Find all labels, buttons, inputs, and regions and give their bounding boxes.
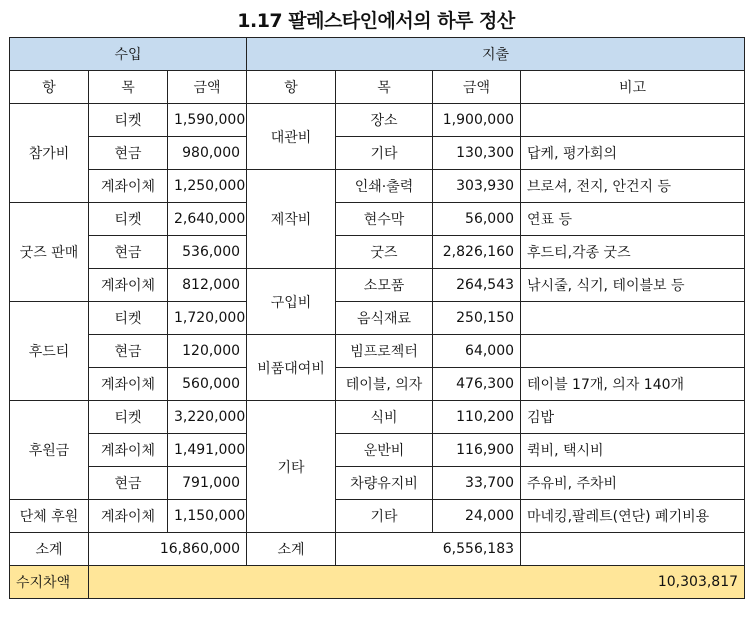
table-row [10, 500, 745, 533]
table-row [10, 269, 745, 302]
income-sub: 계좌이체 [89, 368, 168, 401]
income-amount: 120,000 [168, 335, 247, 368]
expense-sub: 음식재료 [336, 302, 433, 335]
expense-note: 김밥 [521, 401, 745, 434]
balance-row [10, 566, 745, 599]
income-amount: 2,640,000 [168, 203, 247, 236]
settlement-table [9, 37, 745, 599]
table-row [10, 335, 745, 368]
expense-sub: 식비 [336, 401, 433, 434]
expense-sub: 차량유지비 [336, 467, 433, 500]
income-amount: 1,590,000 [168, 104, 247, 137]
expense-note: 퀵비, 택시비 [521, 434, 745, 467]
expense-sub: 인쇄·출력 [336, 170, 433, 203]
table-row [10, 467, 745, 500]
col-amount-expense: 금액 [433, 71, 521, 104]
subtotal-note [521, 533, 745, 566]
col-note: 비고 [521, 71, 745, 104]
col-sub-income: 목 [89, 71, 168, 104]
expense-amount: 303,930 [433, 170, 521, 203]
expense-note: 연표 등 [521, 203, 745, 236]
subtotal-row [10, 533, 745, 566]
expense-group: 대관비 [247, 104, 336, 170]
expense-sub: 운반비 [336, 434, 433, 467]
income-amount: 812,000 [168, 269, 247, 302]
income-group: 후원금 [10, 401, 89, 500]
table-row [10, 302, 745, 335]
expense-group: 구입비 [247, 269, 336, 335]
expense-sub: 현수막 [336, 203, 433, 236]
table-row [10, 434, 745, 467]
income-sub: 계좌이체 [89, 269, 168, 302]
expense-subtotal: 6,556,183 [336, 533, 521, 566]
expense-amount: 64,000 [433, 335, 521, 368]
balance-label: 수지차액 [10, 566, 89, 599]
expense-note [521, 302, 745, 335]
expense-header: 지출 [247, 38, 745, 71]
income-group: 굿즈 판매 [10, 203, 89, 302]
expense-note: 후드티,각종 굿즈 [521, 236, 745, 269]
expense-amount: 130,300 [433, 137, 521, 170]
expense-amount: 476,300 [433, 368, 521, 401]
expense-sub: 기타 [336, 500, 433, 533]
expense-sub: 장소 [336, 104, 433, 137]
expense-note: 브로셔, 전지, 안건지 등 [521, 170, 745, 203]
expense-amount: 2,826,160 [433, 236, 521, 269]
expense-note: 낚시줄, 식기, 테이블보 등 [521, 269, 745, 302]
col-item-expense: 항 [247, 71, 336, 104]
expense-note: 마네킹,팔레트(연단) 폐기비용 [521, 500, 745, 533]
expense-group: 비품대여비 [247, 335, 336, 401]
income-sub: 티켓 [89, 203, 168, 236]
expense-sub: 테이블, 의자 [336, 368, 433, 401]
income-amount: 980,000 [168, 137, 247, 170]
col-sub-expense: 목 [336, 71, 433, 104]
expense-sub: 소모품 [336, 269, 433, 302]
balance-value: 10,303,817 [89, 566, 745, 599]
income-header: 수입 [10, 38, 247, 71]
expense-sub: 굿즈 [336, 236, 433, 269]
income-amount: 1,250,000 [168, 170, 247, 203]
income-subtotal-label: 소계 [10, 533, 89, 566]
expense-sub: 빔프로젝터 [336, 335, 433, 368]
income-group: 후드티 [10, 302, 89, 401]
expense-note: 답케, 평가회의 [521, 137, 745, 170]
income-amount: 791,000 [168, 467, 247, 500]
table-row [10, 368, 745, 401]
income-sub: 티켓 [89, 104, 168, 137]
expense-amount: 24,000 [433, 500, 521, 533]
expense-amount: 1,900,000 [433, 104, 521, 137]
expense-note [521, 335, 745, 368]
col-item-income: 항 [10, 71, 89, 104]
income-amount: 536,000 [168, 236, 247, 269]
table-row [10, 104, 745, 137]
expense-group: 기타 [247, 401, 336, 533]
expense-sub: 기타 [336, 137, 433, 170]
income-amount: 1,491,000 [168, 434, 247, 467]
expense-note: 주유비, 주차비 [521, 467, 745, 500]
table-row [10, 203, 745, 236]
income-amount: 1,150,000 [168, 500, 247, 533]
table-row [10, 170, 745, 203]
income-sub: 현금 [89, 137, 168, 170]
income-sub: 계좌이체 [89, 434, 168, 467]
expense-note: 테이블 17개, 의자 140개 [521, 368, 745, 401]
col-amount-income: 금액 [168, 71, 247, 104]
income-subtotal: 16,860,000 [89, 533, 247, 566]
income-amount: 1,720,000 [168, 302, 247, 335]
page-title: 1.17 팔레스타인에서의 하루 정산 [237, 10, 515, 32]
expense-amount: 56,000 [433, 203, 521, 236]
expense-amount: 250,150 [433, 302, 521, 335]
income-sub: 현금 [89, 335, 168, 368]
expense-subtotal-label: 소계 [247, 533, 336, 566]
table-row [10, 401, 745, 434]
income-group: 단체 후원 [10, 500, 89, 533]
income-sub: 티켓 [89, 401, 168, 434]
income-sub: 현금 [89, 467, 168, 500]
expense-group: 제작비 [247, 170, 336, 269]
income-sub: 계좌이체 [89, 500, 168, 533]
income-sub: 현금 [89, 236, 168, 269]
income-amount: 560,000 [168, 368, 247, 401]
expense-note [521, 104, 745, 137]
expense-amount: 33,700 [433, 467, 521, 500]
income-sub: 계좌이체 [89, 170, 168, 203]
table-row [10, 236, 745, 269]
expense-amount: 110,200 [433, 401, 521, 434]
income-group: 참가비 [10, 104, 89, 203]
table-row [10, 137, 745, 170]
expense-amount: 264,543 [433, 269, 521, 302]
income-amount: 3,220,000 [168, 401, 247, 434]
expense-amount: 116,900 [433, 434, 521, 467]
income-sub: 티켓 [89, 302, 168, 335]
